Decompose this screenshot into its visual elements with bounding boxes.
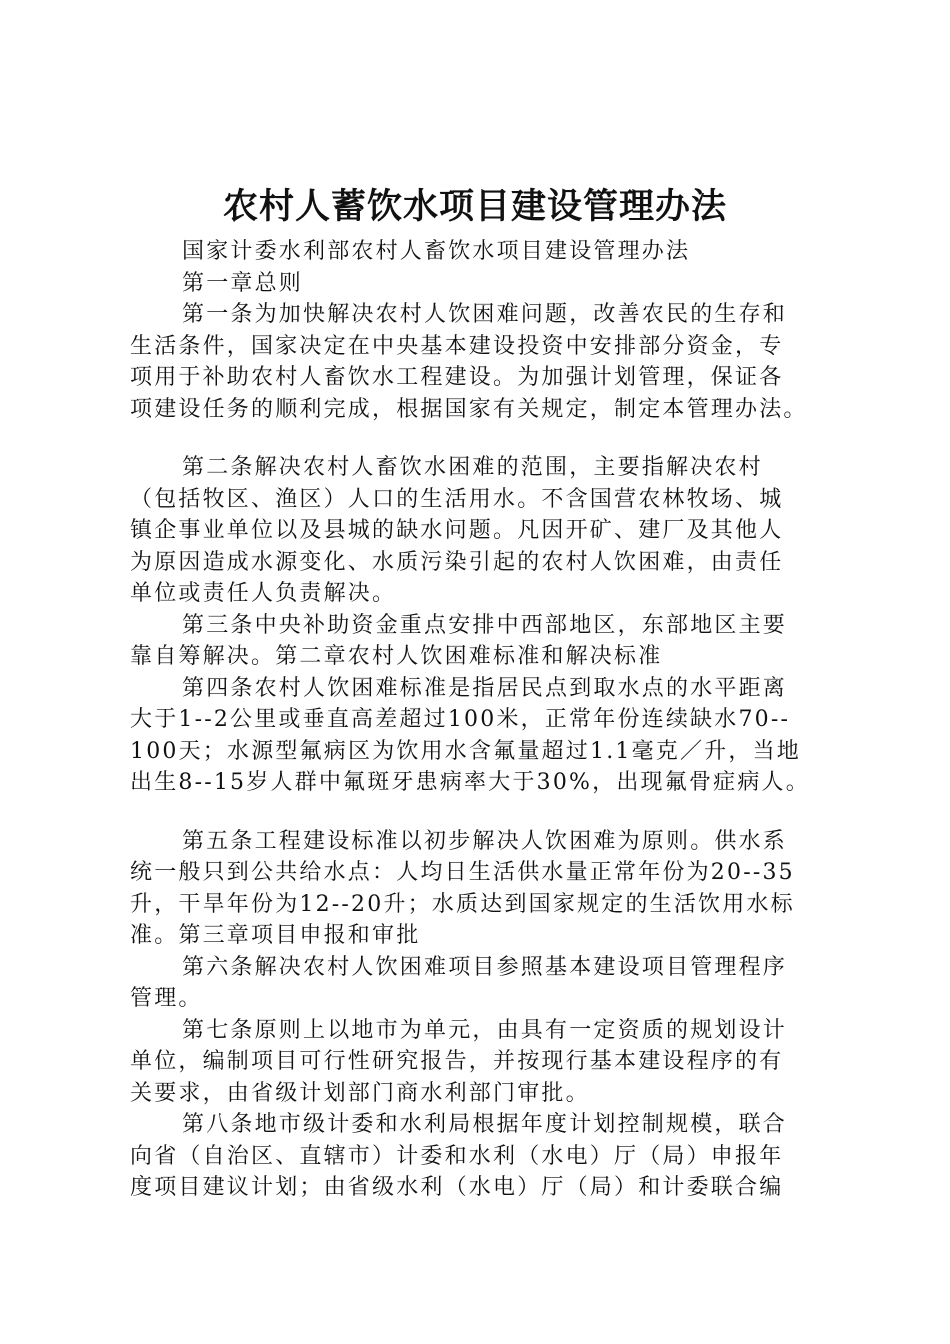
document-body [130, 236, 842, 1204]
subtitle-line: 国家计委水利部农村人畜饮水项目建设管理办法 [182, 239, 691, 264]
paragraph-line: 第四条农村人饮困难标准是指居民点到取水点的水平距离 [182, 675, 788, 701]
paragraph-line: 出生8--15岁人群中氟斑牙患病率大于30%，出现氟骨症病人。 [130, 770, 810, 795]
paragraph-line: （包括牧区、渔区）人口的生活用水。不含国营农林牧场、城 [130, 486, 784, 512]
paragraph-line: 单位或责任人负责解决。 [130, 581, 397, 606]
paragraph-line: 100天；水源型氟病区为饮用水含氟量超过1.1毫克／升，当地 [130, 738, 801, 764]
paragraph-line: 第三条中央补助资金重点安排中西部地区，东部地区主要 [182, 612, 788, 638]
paragraph-line: 向省（自治区、直辖市）计委和水利（水电）厅（局）申报年 [130, 1143, 784, 1169]
paragraph-line: 升，干旱年份为12--20升；水质达到国家规定的生活饮用水标 [130, 891, 795, 917]
paragraph-line: 靠自筹解决。第二章农村人饮困难标准和解决标准 [130, 644, 663, 669]
paragraph-line: 项建设任务的顺利完成，根据国家有关规定，制定本管理办法。 [130, 396, 808, 422]
paragraph-line: 为原因造成水源变化、水质污染引起的农村人饮困难，由责任 [130, 549, 784, 575]
paragraph-line: 大于1--2公里或垂直高差超过100米，正常年份连续缺水70-- [130, 707, 791, 732]
paragraph-line: 单位，编制项目可行性研究报告，并按现行基本建设程序的有 [130, 1049, 784, 1074]
paragraph-line: 镇企事业单位以及县城的缺水问题。凡因开矿、建厂及其他人 [130, 518, 784, 543]
paragraph-line: 统一般只到公共给水点：人均日生活供水量正常年份为20--35 [130, 860, 795, 885]
paragraph-line: 第七条原则上以地市为单元，由具有一定资质的规划设计 [182, 1017, 788, 1043]
paragraph-gap [130, 425, 842, 452]
paragraph-line: 准。第三章项目申报和审批 [130, 923, 421, 948]
paragraph-line: 管理。 [130, 986, 203, 1011]
paragraph-line: 第五条工程建设标准以初步解决人饮困难为原则。供水系 [182, 828, 788, 854]
paragraph-line: 关要求，由省级计划部门商水利部门审批。 [130, 1080, 590, 1106]
paragraph-line: 第二条解决农村人畜饮水困难的范围，主要指解决农村 [182, 455, 763, 480]
paragraph-line: 第六条解决农村人饮困难项目参照基本建设项目管理程序 [182, 954, 788, 980]
paragraph-line: 生活条件，国家决定在中央基本建设投资中安排部分资金，专 [130, 333, 784, 359]
paragraph-line: 项用于补助农村人畜饮水工程建设。为加强计划管理，保证各 [130, 365, 784, 390]
paragraph-line: 第一条为加快解决农村人饮困难问题，改善农民的生存和 [182, 302, 788, 327]
paragraph-line: 第八条地市级计委和水利局根据年度计划控制规模，联合 [182, 1112, 788, 1137]
paragraph-gap [130, 799, 842, 826]
chapter-heading: 第一章总则 [182, 270, 304, 296]
paragraph-line: 度项目建议计划；由省级水利（水电）厅（局）和计委联合编 [130, 1175, 784, 1200]
document-title: 农村人蓄饮水项目建设管理办法 [222, 186, 727, 227]
